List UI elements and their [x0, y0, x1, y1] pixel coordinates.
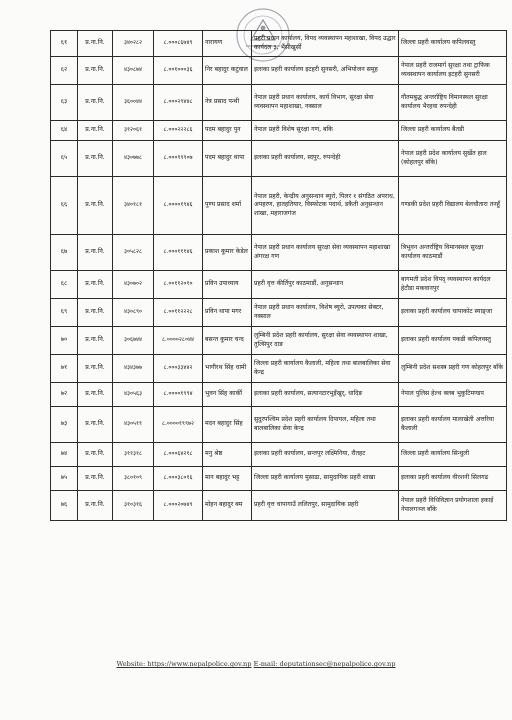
website-link[interactable]: Website: https://www.nepalpolice.gov.np	[116, 660, 252, 668]
table-row	[51, 299, 507, 327]
pis-number-cell: ८.००१०००३६	[154, 57, 203, 85]
police-id-cell: ३८०१०९	[113, 467, 154, 491]
table-row	[51, 327, 507, 355]
table-row	[51, 271, 507, 299]
officer-name-cell: नेत्र प्रसाद पन्थी	[203, 85, 252, 121]
new-posting-cell: जिल्ला प्रहरी कार्यालय कपिलवस्तु	[399, 31, 507, 57]
officer-name-cell: मनु श्रेष्ठ	[203, 443, 252, 467]
table-row	[51, 177, 507, 235]
email-link[interactable]: E-mail: deputationsec@nepalpolice.gov.np	[253, 660, 396, 668]
police-id-cell: ३१०३१६	[113, 491, 154, 521]
new-posting-cell: गौतमबुद्ध अन्तर्राष्ट्रिय विमानस्थल सुरक्षा कार्यालय भैरहवा रुपन्देही	[399, 85, 507, 121]
pis-number-cell: ८.०००९९९०७	[154, 141, 203, 177]
current-posting-cell: नेपाल प्रहरी प्रधान कार्यालय, विशेष ब्युरो, उपत्यका सेक्टर, नक्साल	[252, 299, 399, 327]
new-posting-cell: इलाका प्रहरी कार्यालय वीरशनी सिलगढ	[399, 467, 507, 491]
serial-number-cell: ६५	[51, 141, 78, 177]
police-id-cell: ४३४३७७	[113, 355, 154, 383]
serial-number-cell: ७२	[51, 383, 78, 407]
new-posting-cell: नेपाल प्रहरी प्रदेश कार्यालय सुर्खेत हाल (कोहलपुर बाँके)	[399, 141, 507, 177]
serial-number-cell: ७०	[51, 327, 78, 355]
table-row	[51, 141, 507, 177]
pis-number-cell: ८.००११२२२८	[154, 299, 203, 327]
officer-name-cell: बसन्त कुमार चन्द	[203, 327, 252, 355]
officer-name-cell: मोहन बहादुर बम	[203, 491, 252, 521]
officer-name-cell: नारायण	[203, 31, 252, 57]
new-posting-cell: नेपाल प्रहरी विधिविज्ञान प्रयोगशाला इकाई नेपालगञ्ज बाँके	[399, 491, 507, 521]
serial-number-cell: ६६	[51, 177, 78, 235]
new-posting-cell: इलाका प्रहरी कार्यालय मालाखेती अत्तरिया कैलाली	[399, 407, 507, 443]
rank-cell: प्र.ना.नि.	[78, 299, 113, 327]
new-posting-cell: बागमती प्रदेश विपद् व्यवस्थापन कार्यदल हेटौडा मकवानपुर	[399, 271, 507, 299]
pis-number-cell: ८.०००८६७४९	[154, 31, 203, 57]
new-posting-cell: जिल्ला प्रहरी कार्यालय सिन्धुली	[399, 443, 507, 467]
page-footer	[0, 660, 512, 668]
rank-cell: प्र.ना.नि.	[78, 327, 113, 355]
new-posting-cell: नेपाल प्रहरी राजमार्ग सुरक्षा तथा ट्राफिक व्यवस्थापन कार्यालय इटहरी सुनसरी	[399, 57, 507, 85]
police-id-cell: ४३०५११	[113, 407, 154, 443]
pis-number-cell: ८.०००२९४४८	[154, 85, 203, 121]
officer-name-cell: भुवन सिंह कार्की	[203, 383, 252, 407]
new-posting-cell: इलाका प्रहरी कार्यालय पकडी कपिलवस्तु	[399, 327, 507, 355]
current-posting-cell: प्रहरी वृत्त कीर्तिपुर काठमाडौं, अनुसन्धान	[252, 271, 399, 299]
table-body	[51, 31, 507, 521]
rank-cell: प्र.ना.नि.	[78, 407, 113, 443]
new-posting-cell: लुम्बिनी प्रदेश सशस्त्र प्रहरी गण कोहलपुर बाँके	[399, 355, 507, 383]
pis-number-cell: ८.००००२८०४४	[154, 327, 203, 355]
table-row	[51, 407, 507, 443]
serial-number-cell: ६३	[51, 85, 78, 121]
new-posting-cell: गण्डकी प्रदेश प्रहरी विद्यालय बेलचौतारा तनहुँ	[399, 177, 507, 235]
rank-cell: प्र.ना.नि.	[78, 355, 113, 383]
current-posting-cell: इलाका प्रहरी कार्यालय, स्दपुर, रुपन्देही	[252, 141, 399, 177]
current-posting-cell: लुम्बिनी प्रदेश प्रहरी कार्यालय, सुरक्षा सेवा व्यवस्थापन शाखा, तुल्सिपुर दाङ	[252, 327, 399, 355]
table-row	[51, 355, 507, 383]
rank-cell: प्र.ना.नि.	[78, 121, 113, 141]
rank-cell: प्र.ना.नि.	[78, 177, 113, 235]
pis-number-cell: ८.००००१९४६	[154, 177, 203, 235]
current-posting-cell: इलाका प्रहरी कार्यालय, सन्तपुर लक्ष्मिनिया, रौतहट	[252, 443, 399, 467]
rank-cell: प्र.ना.नि.	[78, 85, 113, 121]
police-id-cell: ४३०७०२	[113, 271, 154, 299]
table-row	[51, 491, 507, 521]
current-posting-cell: प्रहरी वृत्त चापागाउँ ललितपुर, सामुदायिक प्रहरी	[252, 491, 399, 521]
officer-name-cell: प्रविन थापा मगर	[203, 299, 252, 327]
current-posting-cell: इलाका प्रहरी कार्यालय इटहरी सुनसरी, अभियोजन समूह	[252, 57, 399, 85]
table-row	[51, 57, 507, 85]
serial-number-cell: ७१	[51, 355, 78, 383]
pis-number-cell: ८.००००१९९४	[154, 383, 203, 407]
officer-name-cell: निर बहादुर कटुवाल	[203, 57, 252, 85]
police-id-cell: ४३०५६३	[113, 383, 154, 407]
pis-number-cell: ८.०००१११४६	[154, 235, 203, 271]
pis-number-cell: ८.०००३३४४२	[154, 355, 203, 383]
serial-number-cell: ६९	[51, 299, 78, 327]
table-row	[51, 443, 507, 467]
rank-cell: प्र.ना.नि.	[78, 443, 113, 467]
table-row	[51, 31, 507, 57]
pis-number-cell: ८.०००२२२८६	[154, 121, 203, 141]
table-row	[51, 467, 507, 491]
officer-name-cell: पदम बहादुर पुन	[203, 121, 252, 141]
new-posting-cell: नेपाल पुलिस हेल्थ क्लब भुकुटिमण्डप	[399, 383, 507, 407]
police-id-cell: ३११३१८	[113, 443, 154, 467]
pis-number-cell: ८.००११२०१०	[154, 271, 203, 299]
new-posting-cell: इलाका प्रहरी कार्यालय चापाकोट स्याङ्जा	[399, 299, 507, 327]
pis-number-cell: ८.०००३८०१६	[154, 467, 203, 491]
serial-number-cell: ६२	[51, 57, 78, 85]
officer-name-cell: भागीरथ सिंह धामी	[203, 355, 252, 383]
officer-name-cell: प्रविन उपाध्याय	[203, 271, 252, 299]
serial-number-cell: ७४	[51, 443, 78, 467]
pis-number-cell: ८.०००२०७४९	[154, 491, 203, 521]
serial-number-cell: ७६	[51, 491, 78, 521]
rank-cell: प्र.ना.नि.	[78, 271, 113, 299]
current-posting-cell: नेपाल प्रहरी विशेष सुरक्षा गण, बकि	[252, 121, 399, 141]
current-posting-cell: जिल्ला प्रहरी कार्यालय मुसाढा, सामुदायिक प्रहरी शाखा	[252, 467, 399, 491]
current-posting-cell: नेपाल प्रहरी, केन्द्रीय अनुसन्धान ब्युरो, पिलर १ संगठित अपराध, अपहरण, हातहतियार, विस्फोटक पदार्थ, डकैती अनुसन्धान शाखा, महाराजगंज	[252, 177, 399, 235]
new-posting-cell: जिल्ला प्रहरी कार्यालय बैतडी	[399, 121, 507, 141]
serial-number-cell: ७५	[51, 467, 78, 491]
police-id-cell: ३१२०६१	[113, 121, 154, 141]
current-posting-cell: नेपाल प्रहरी प्रधान कार्यालय सुरक्षा सेवा व्यवस्थापन महाशाखा अंगरक्ष गण	[252, 235, 399, 271]
police-id-cell: ३०५८२८	[113, 235, 154, 271]
rank-cell: प्र.ना.नि.	[78, 467, 113, 491]
police-id-cell: ३६००४४	[113, 85, 154, 121]
table-row	[51, 383, 507, 407]
rank-cell: प्र.ना.नि.	[78, 383, 113, 407]
police-id-cell: ४३०८७४	[113, 57, 154, 85]
table-row	[51, 121, 507, 141]
police-id-cell: ३४०१८१	[113, 177, 154, 235]
officer-name-cell: मान बहादुर भट्ट	[203, 467, 252, 491]
current-posting-cell: इलाका प्रहरी कार्यालय, सत्यानटारभुइँखुर्, धादिङ	[252, 383, 399, 407]
serial-number-cell: ६४	[51, 121, 78, 141]
serial-number-cell: ६१	[51, 31, 78, 57]
rank-cell: प्र.ना.नि.	[78, 491, 113, 521]
serial-number-cell: ६८	[51, 271, 78, 299]
police-id-cell: ४३०७७८	[113, 141, 154, 177]
rank-cell: प्र.ना.नि.	[78, 57, 113, 85]
current-posting-cell: नेपाल प्रहरी प्रधान कार्यालय, कार्य विभाग, सुरक्षा सेवा व्यवस्थापन महाशाखा, नक्साल	[252, 85, 399, 121]
current-posting-cell: सुदुरपश्चिम प्रदेश प्रहरी कार्यालय दिपायल, महिला तथा बालबालिका सेवा केन्द्र	[252, 407, 399, 443]
serial-number-cell: ६७	[51, 235, 78, 271]
officer-name-cell: मदन बहादुर सिंह	[203, 407, 252, 443]
table-row	[51, 85, 507, 121]
rank-cell: प्र.ना.नि.	[78, 141, 113, 177]
pis-number-cell: ८.०००६४२१८	[154, 443, 203, 467]
transfer-table	[50, 30, 507, 521]
table-row	[51, 235, 507, 271]
police-id-cell: ३०६७४४	[113, 327, 154, 355]
rank-cell: प्र.ना.नि.	[78, 31, 113, 57]
rank-cell: प्र.ना.नि.	[78, 235, 113, 271]
pis-number-cell: ८.००००१९९७२	[154, 407, 203, 443]
new-posting-cell: त्रिभुवन अन्तर्राष्ट्रिय विमानस्थल सुरक्षा कार्यालय काठमाडौं	[399, 235, 507, 271]
serial-number-cell: ७३	[51, 407, 78, 443]
police-id-cell: ४३०८९०	[113, 299, 154, 327]
police-id-cell: ३४०२८२	[113, 31, 154, 57]
officer-name-cell: प्रकाश कुमार केडेल	[203, 235, 252, 271]
current-posting-cell: प्रहरी प्रधान कार्यालय, विपद व्यवस्थापन महाशाखा, विपद उद्धार कार्यदल ३, भैंसीखुर्सी	[252, 31, 399, 57]
officer-name-cell: पुण्य प्रसाद शर्मा	[203, 177, 252, 235]
current-posting-cell: जिल्ला प्रहरी कार्यालय कैलाली, महिला तथा बालबालिका सेवा केन्द्र	[252, 355, 399, 383]
officer-name-cell: पदम बहादुर थापा	[203, 141, 252, 177]
